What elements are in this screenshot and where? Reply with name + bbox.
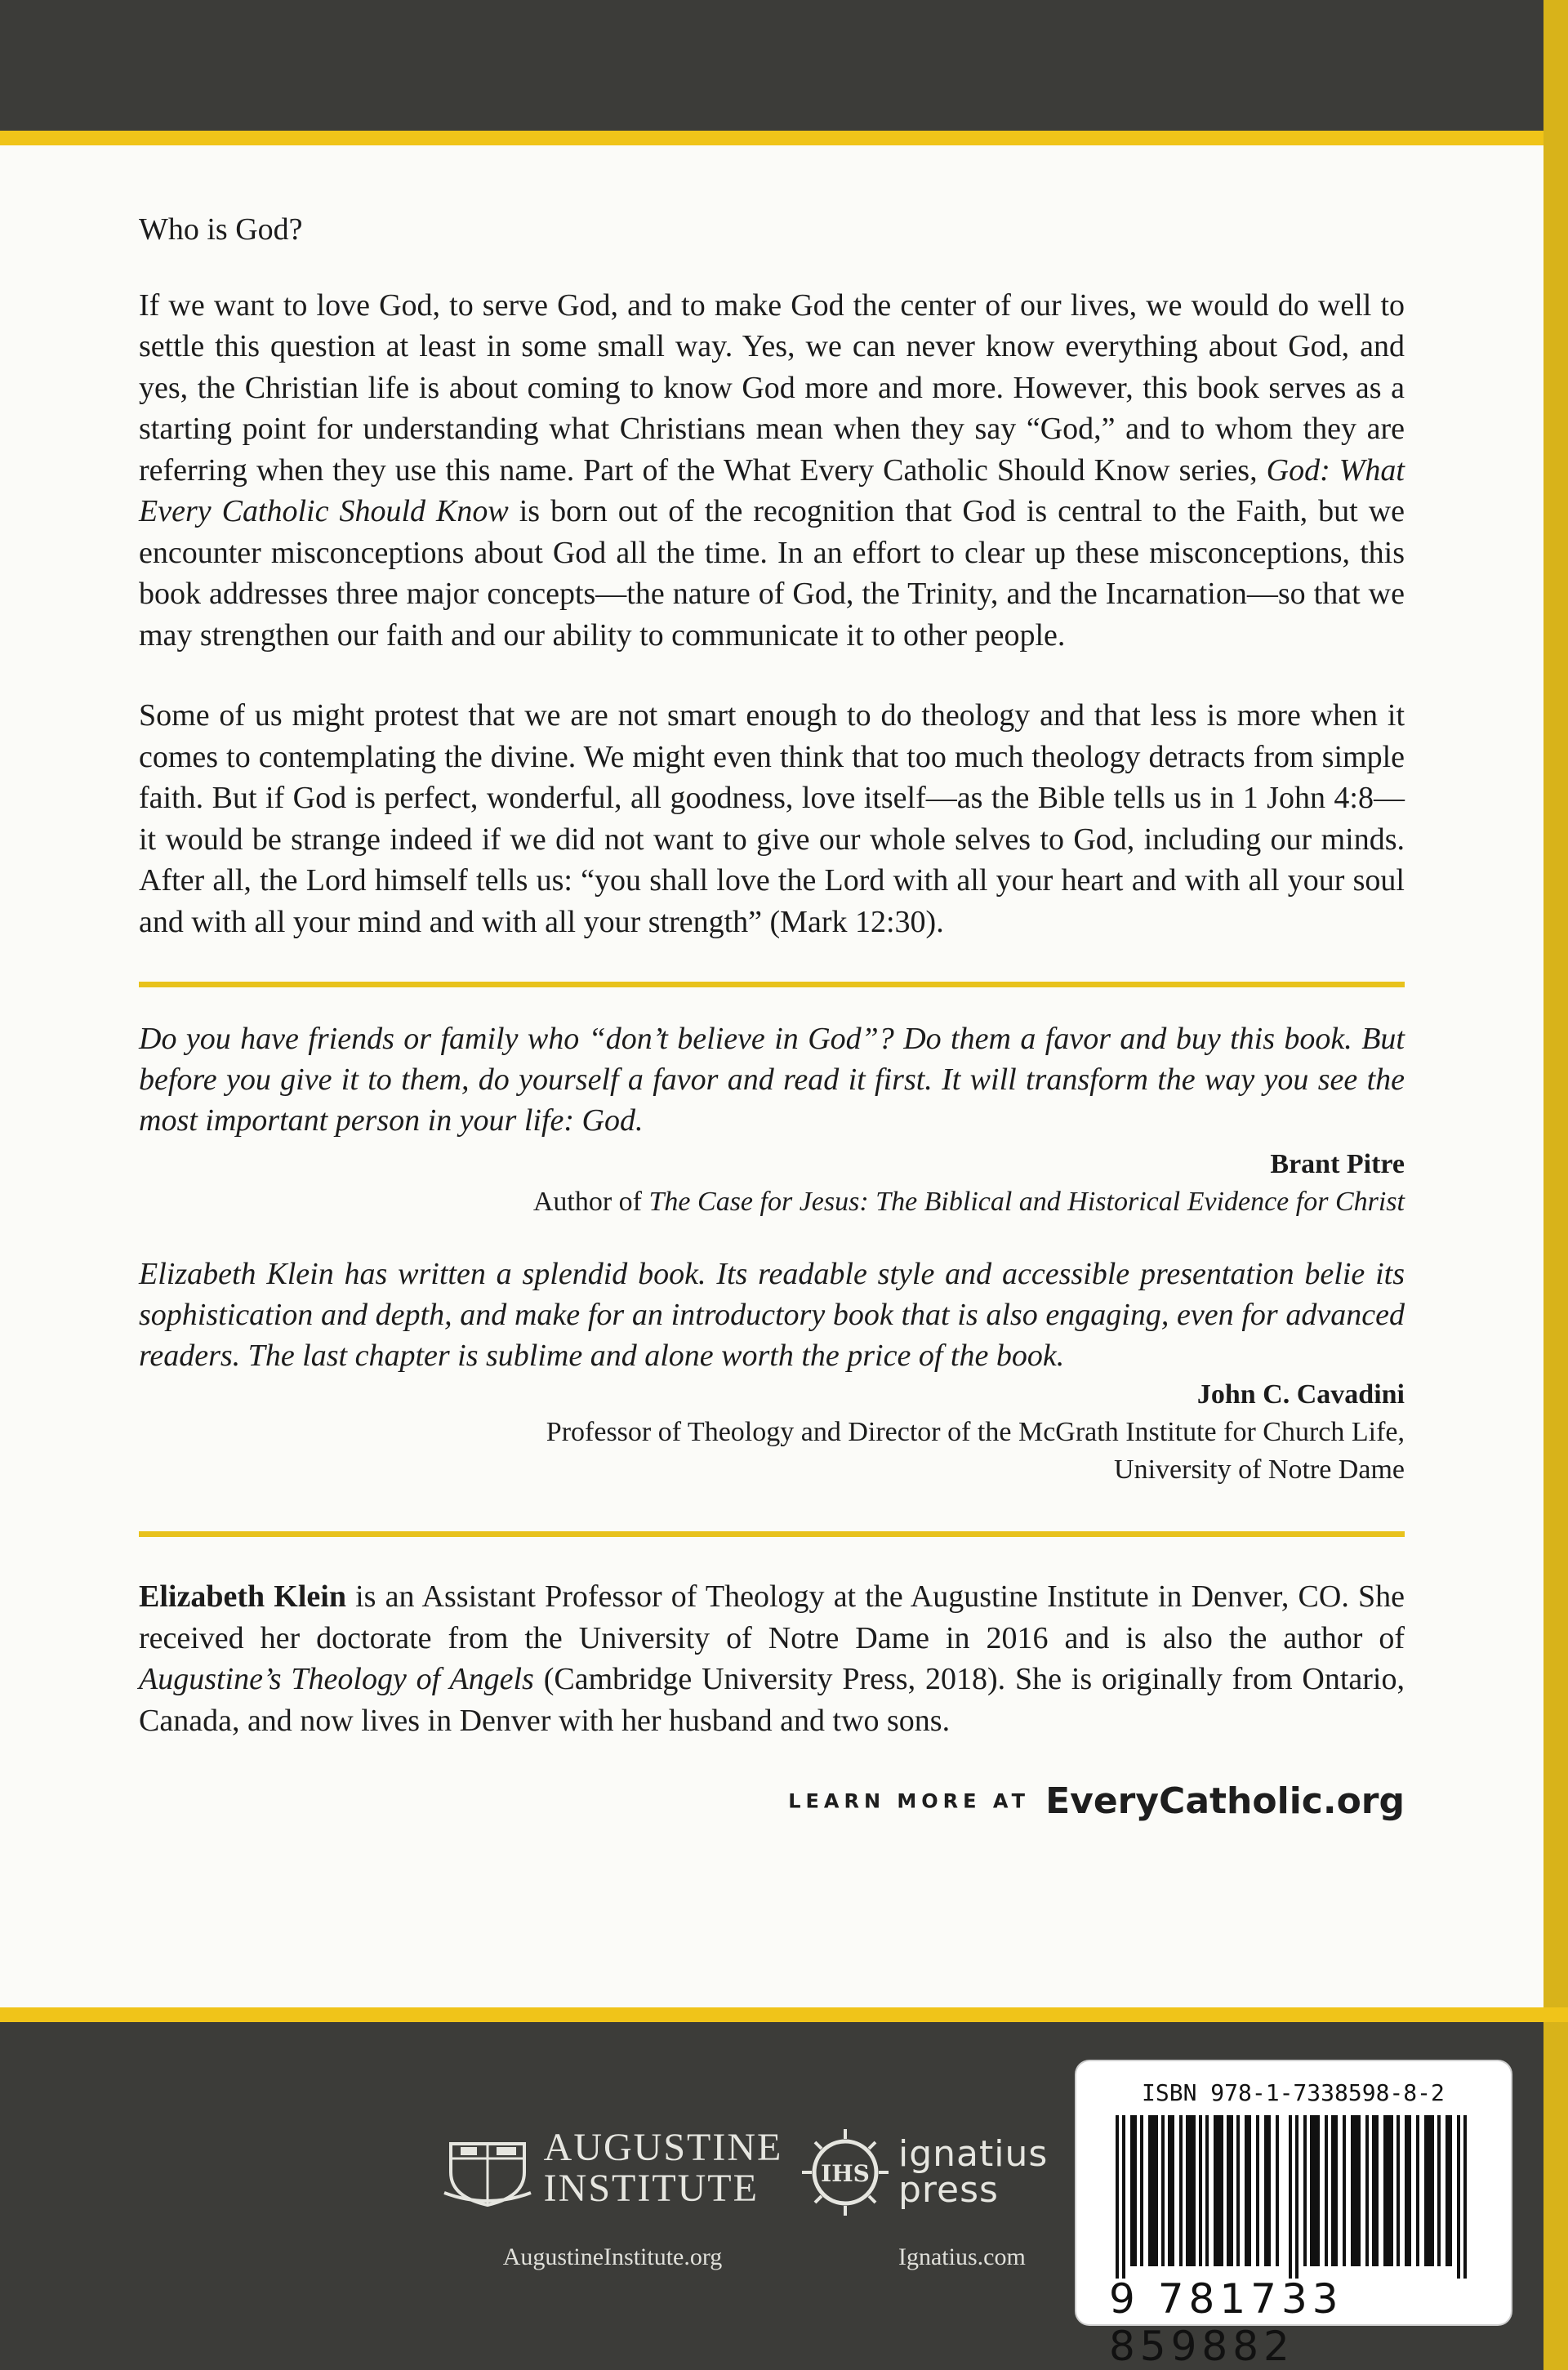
augustine-institute-logo [433,2127,792,2271]
augustine-site: AugustineInstitute.org [502,2243,723,2270]
ignatius-site: Ignatius.com [898,2243,1026,2270]
learn-more-site: EveryCatholic.org [1045,1780,1405,1822]
author-bio: Elizabeth Klein is an Assistant Professor of Theology at the Augustine Institute in Denver, CO. She received her doctorate from the University of Notre Dame in 2016 and is also the author of Augustine’s Theology of Angels (Cambridge University Press, 2018). She is originally from Ontario, Canada, and now lives in Denver with her husband and two sons. [139,1579,1405,1738]
top-band [0,0,1568,131]
endorsement-1 [139,1018,1405,1221]
book-title: God: What Every Catholic Should Know [139,452,1405,528]
ignatius-line1: ignatius [898,2133,1049,2175]
endorsement-quote: Do you have friends or family who “don’t believe in God”? Do them a favor and buy this book. But before you give it to them, do yourself a favor and read it first. It will transform the way you see the most important person in your life: God. [139,1022,1405,1138]
bottom-accent-stripe [0,2007,1568,2022]
divider-bottom [139,1531,1405,1537]
augustine-line1: AUGUSTINE [543,2126,783,2169]
endorser-name: Brant Pitre [1270,1149,1405,1179]
learn-more-label: LEARN MORE AT [788,1789,1030,1813]
barcode-bars [1109,2115,1485,2279]
shield-crest-icon [443,2127,532,2209]
isbn-text: ISBN 978-1-7338598-8-2 [1142,2079,1445,2106]
description-paragraph-2: Some of us might protest that we are not smart enough to do theology and that less is more when it comes to contemplating the divine. We might even think that too much theology detracts from simple faith. But if God is perfect, wonderful, all goodness, love itself—as the Bible tells us in 1 John 4:8—it would be strange indeed if we did not want to give our whole selves to God, including our minds. After all, the Lord himself tells us: “you shall love the Lord with all your heart and with all your soul and with all your mind and with all your strength” (Mark 12:30). [139,698,1405,939]
endorsement-quote: Elizabeth Klein has written a splendid book. Its readable style and accessible presentation belie its sophistication and depth, and make for an introductory book that is also engaging, even for advanced readers. The last chapter is sublime and alone worth the price of the book. [139,1257,1405,1373]
divider-top [139,982,1405,987]
endorser-role: Professor of Theology and Director of the McGrath Institute for Church Life, [546,1417,1405,1447]
author-other-book: Augustine’s Theology of Angels [139,1662,534,1696]
back-cover-page [0,145,1544,2007]
svg-text:IHS: IHS [821,2160,870,2187]
endorser-role: Author of The Case for Jesus: The Biblical and Historical Evidence for Christ [532,1187,1405,1217]
learn-more [139,1780,1405,1822]
ean-digits: 9 781733 859882 [1109,2275,1343,2370]
isbn-barcode-label [1076,2061,1511,2370]
endorsement-2 [139,1254,1405,1489]
ignatius-press-logo [800,2127,1078,2271]
endorser-affiliation: University of Notre Dame [1114,1455,1405,1485]
content-column [139,209,1405,1822]
augustine-line2: INSTITUTE [543,2167,759,2210]
description-paragraph-1: If we want to love God, to serve God, and to make God the center of our lives, we would do well to settle this question at least in some small way. Yes, we can never know everything about God, and yes, the Christian life is about coming to know God more and more. However, this book serves as a starting point for understanding what Christians mean when they say “God,” and to whom they are referring when they use this name. Part of the What Every Catholic Should Know series, God: What Every Catholic Should Know is born out of the recognition that God is central to the Faith, but we encounter misconceptions about God all the time. In an effort to clear up these misconceptions, this book addresses three major concepts—the nature of God, the Trinity, and the Incarnation—so that we may strengthen our faith and our ability to communicate it to other people. [139,287,1405,653]
endorser-name: John C. Cavadini [1196,1379,1405,1410]
ignatius-line2: press [898,2169,999,2211]
intro-question: Who is God? [139,212,303,247]
top-accent-stripe [0,131,1568,145]
author-name: Elizabeth Klein [139,1579,346,1614]
ihs-seal-icon [800,2127,890,2217]
